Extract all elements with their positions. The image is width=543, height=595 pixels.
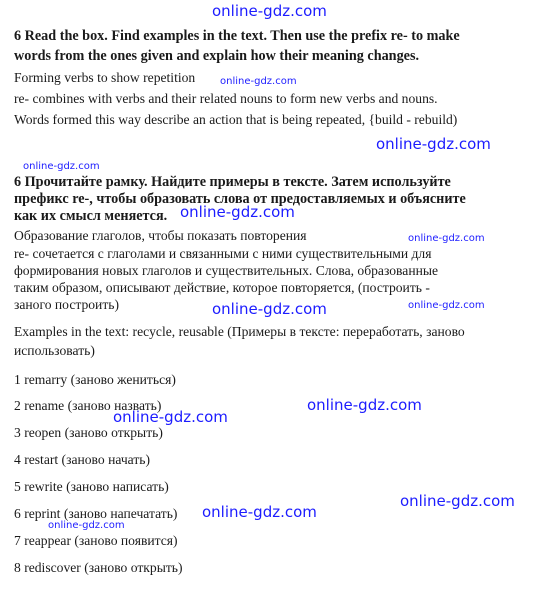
answer-item: 4 restart (заново начать) xyxy=(14,452,151,467)
task-heading-ru: 6 Прочитайте рамку. Найдите примеры в тексте. Затем используйте xyxy=(14,174,451,190)
watermark: online-gdz.com xyxy=(376,135,491,153)
box-title-ru: Образование глаголов, чтобы показать повторения xyxy=(14,228,307,243)
answer-item: 3 reopen (заново открыть) xyxy=(14,425,163,440)
box-text-en: re- combines with verbs and their related nouns to form new verbs and nouns. xyxy=(14,91,438,106)
box-text-ru: заного построить) xyxy=(14,297,119,312)
watermark: online-gdz.com xyxy=(48,520,125,531)
answer-item: 6 reprint (заново напечатать) xyxy=(14,506,178,521)
examples-text: использовать) xyxy=(14,343,95,358)
watermark: online-gdz.com xyxy=(202,503,317,521)
watermark: online-gdz.com xyxy=(180,203,295,221)
answer-item: 1 remarry (заново жениться) xyxy=(14,372,176,387)
watermark: online-gdz.com xyxy=(212,300,327,318)
task-heading-ru: как их смысл меняется. xyxy=(14,208,168,224)
box-text-en: Words formed this way describe an action that is being repeated, {build - rebuild) xyxy=(14,112,458,127)
watermark: online-gdz.com xyxy=(113,408,228,426)
answer-item: 7 reappear (заново появится) xyxy=(14,533,178,548)
task-heading-en: 6 Read the box. Find examples in the text. Then use the prefix re- to make xyxy=(14,28,460,44)
box-text-ru: формирования новых глаголов и существительных. Слова, образованные xyxy=(14,263,439,278)
task-heading-en: words from the ones given and explain how their meaning changes. xyxy=(14,48,420,64)
watermark: online-gdz.com xyxy=(408,300,485,311)
answer-item: 2 rename (заново назвать) xyxy=(14,398,162,413)
watermark: online-gdz.com xyxy=(212,2,327,20)
answer-item: 5 rewrite (заново написать) xyxy=(14,479,169,494)
watermark: online-gdz.com xyxy=(408,233,485,244)
answer-item: 8 rediscover (заново открыть) xyxy=(14,560,183,575)
task-heading-ru: префикс re-, чтобы образовать слова от предоставляемых и объясните xyxy=(14,191,466,207)
watermark: online-gdz.com xyxy=(400,492,515,510)
examples-text: Examples in the text: recycle, reusable (Примеры в тексте: переработать, заново xyxy=(14,324,465,339)
watermark: online-gdz.com xyxy=(23,161,100,172)
box-title-en: Forming verbs to show repetition xyxy=(14,70,196,85)
box-text-ru: re- сочетается с глаголами и связанными с ними существительными для xyxy=(14,246,432,261)
watermark: online-gdz.com xyxy=(220,76,297,87)
box-text-ru: таким образом, описывают действие, которое повторяется, (построить - xyxy=(14,280,430,295)
watermark: online-gdz.com xyxy=(307,396,422,414)
